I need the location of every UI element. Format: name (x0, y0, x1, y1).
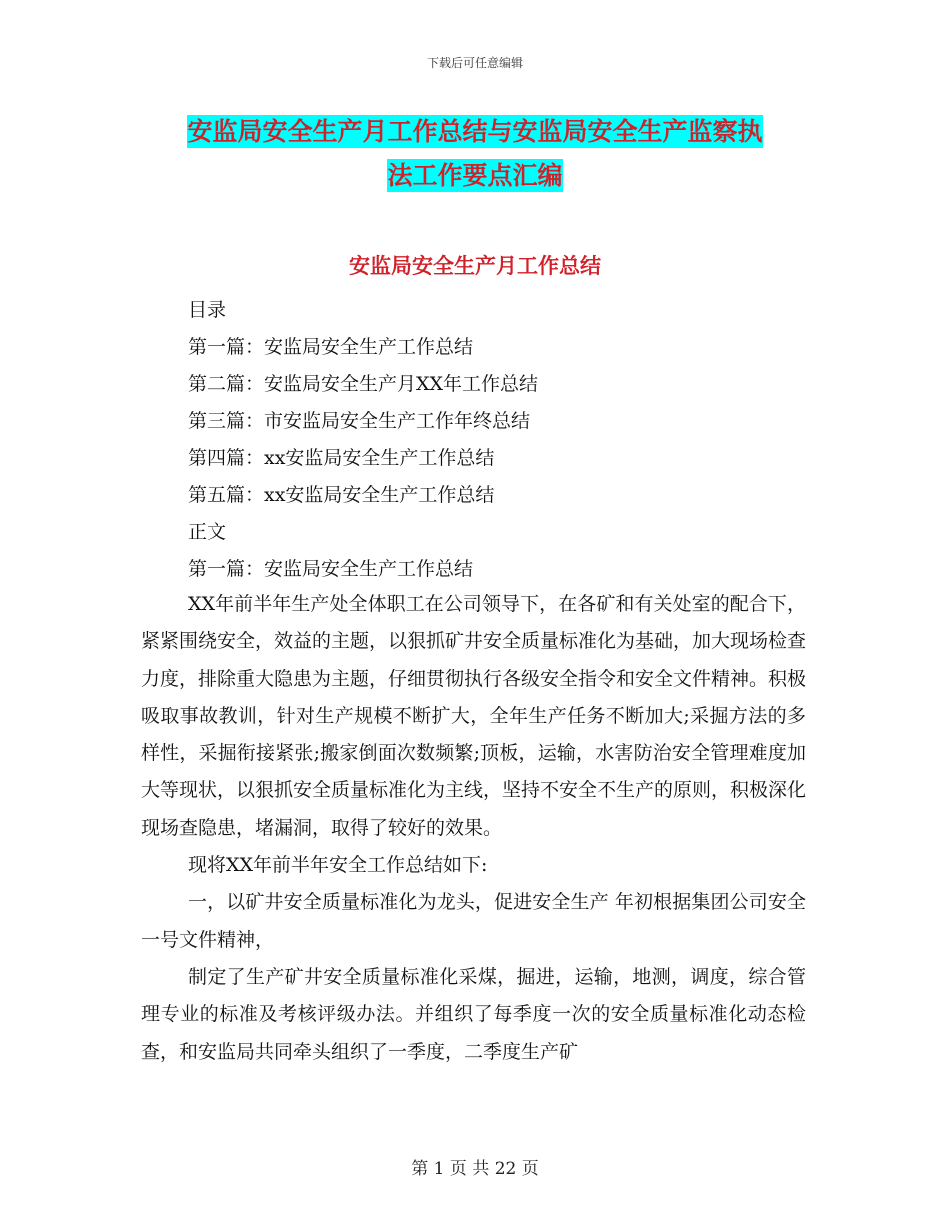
document-title-line-1: 安监局安全生产月工作总结与安监局安全生产监察执 (187, 117, 763, 146)
paragraph-1: XX年前半年生产处全体职工在公司领导下，在各矿和有关处室的配合下，紧紧围绕安全，效益的主题，以狠抓矿井安全质量标准化为基础，加大现场检查力度，排除重大隐患为主题，仔细贯彻执行各级安全指令和安全文件精神。积极吸取事故教训，针对生产规模不断扩大，全年生产任务不断加大;采掘方法的多样性，采掘衔接紧张;搬家倒面次数频繁;顶板，运输，水害防治安全管理难度加大等现状，以狠抓安全质量标准化为主线，坚持不安全不生产的原则，积极深化现场查隐患，堵漏洞，取得了较好的效果。 (141, 593, 807, 839)
header-note: 下载后可任意编辑 (426, 56, 523, 70)
document-title (140, 110, 810, 198)
document-title-line-2: 法工作要点汇编 (387, 161, 563, 190)
paragraph-2: 现将XX年前半年安全工作总结如下: (188, 854, 488, 877)
page-footer: 第 1 页 共 22 页 (411, 1159, 539, 1179)
toc-item-1: 第一篇：安监局安全生产工作总结 (188, 336, 474, 358)
body-heading: 正文 (188, 521, 227, 543)
table-of-contents (188, 292, 828, 588)
toc-item-2: 第二篇：安监局安全生产月XX年工作总结 (188, 373, 539, 395)
toc-item-4: 第四篇：xx安监局安全生产工作总结 (188, 447, 495, 469)
section-title: 安监局安全生产月工作总结 (349, 254, 601, 278)
toc-heading: 目录 (188, 299, 227, 321)
paragraph-4: 制定了生产矿井安全质量标准化采煤，掘进，运输，地测，调度，综合管理专业的标准及考核评级办法。并组织了每季度一次的安全质量标准化动态检查，和安监局共同牵头组织了一季度，二季度生产矿 (141, 965, 806, 1063)
toc-item-3: 第三篇：市安监局安全生产工作年终总结 (188, 410, 531, 432)
paragraph-3: 一，以矿井安全质量标准化为龙头，促进安全生产 年初根据集团公司安全一号文件精神， (141, 891, 806, 951)
toc-item-5: 第五篇：xx安监局安全生产工作总结 (188, 484, 495, 506)
body-text (141, 586, 806, 1071)
chapter-heading: 第一篇：安监局安全生产工作总结 (188, 558, 474, 580)
